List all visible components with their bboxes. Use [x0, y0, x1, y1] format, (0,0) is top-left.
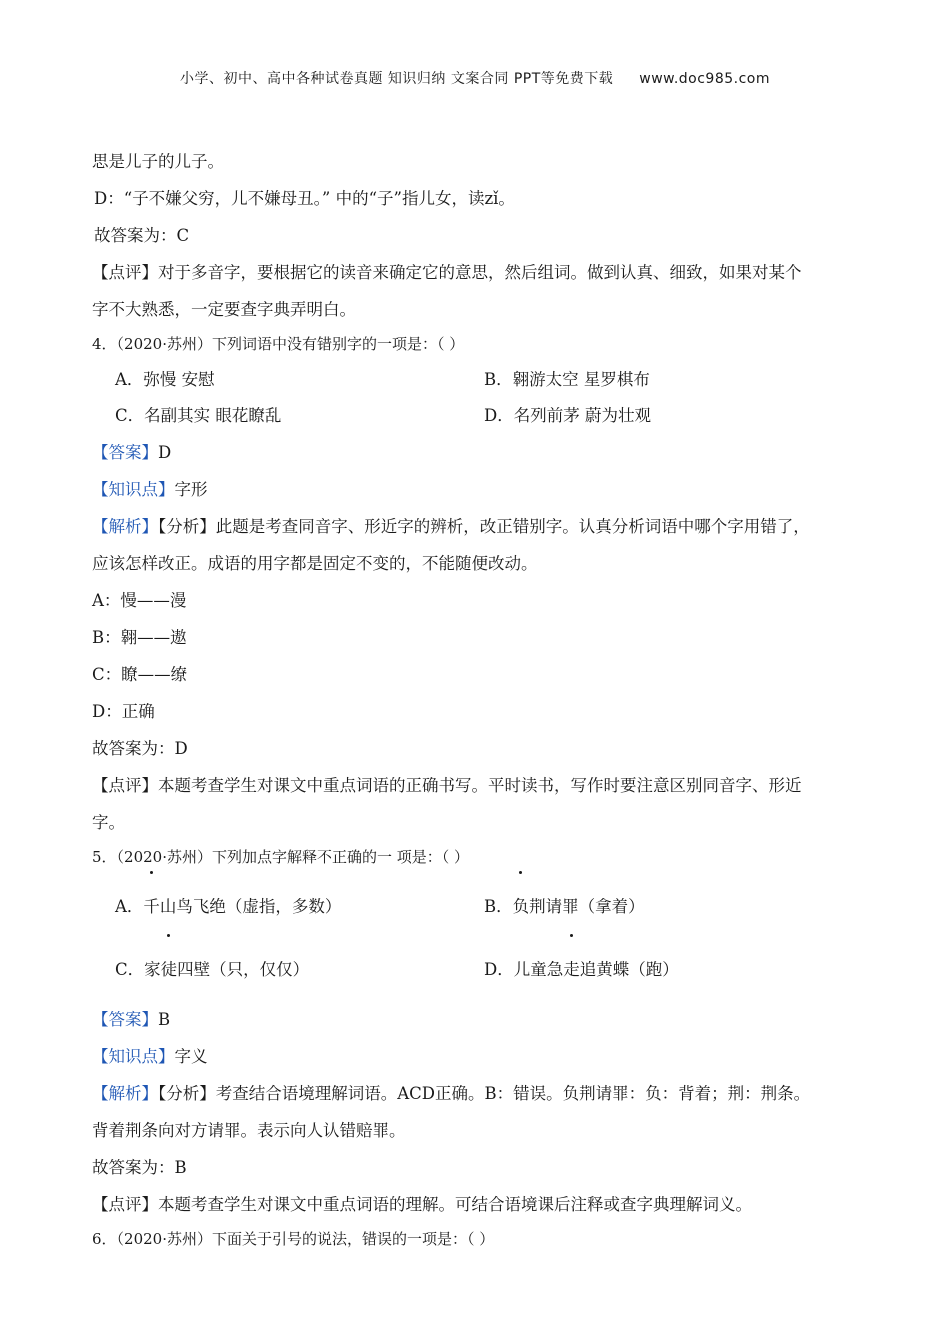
review-tag: 【点评】 [92, 263, 158, 282]
page-header [0, 68, 950, 88]
prev-line-3: 故答案为：C [94, 226, 190, 245]
q5-options [115, 875, 862, 1001]
kp-tag: 【知识点】 [92, 480, 175, 499]
q5-analysis-cont: 背着荆条向对方请罪。表示向人认错赔罪。 [92, 1121, 406, 1140]
q4-final: 故答案为：D [92, 739, 188, 758]
q5-final: 故答案为：B [92, 1158, 187, 1177]
q5-knowledge-point: 【知识点】字义 [92, 1047, 208, 1066]
q4-fix-d: D：正确 [92, 702, 155, 721]
answer-tag: 【答案】 [92, 1010, 158, 1029]
q4-option-c: C．名副其实 眼花瞭乱 [115, 406, 282, 425]
q4-options [115, 362, 862, 434]
q4-fix-c: C：瞭——缭 [92, 665, 188, 684]
q4-analysis: 【解析】【分析】此题是考查同音字、形近字的辨析，改正错别字。认真分析词语中哪个字用错了， [92, 517, 810, 536]
document-body [92, 143, 862, 1257]
q4-fix-a: A：慢——漫 [92, 591, 187, 610]
q5-review: 【点评】本题考查学生对课文中重点词语的理解。可结合语境课后注释或查字典理解词义。 [92, 1195, 752, 1214]
review-tag: 【点评】 [92, 1195, 158, 1214]
emphasis-char: 徒 [161, 938, 178, 1001]
prev-review-cont: 字不大熟悉，一定要查字典弄明白。 [92, 300, 356, 319]
analysis-tag: 【解析】 [92, 517, 158, 536]
prev-line-1: 思是儿子的儿子。 [92, 152, 224, 171]
q5-answer: 【答案】B [92, 1010, 171, 1029]
header-url: www.doc985.com [639, 71, 771, 87]
q4-stem: 4．（2020·苏州）下列词语中没有错别字的一项是：（ ） [92, 335, 465, 353]
q5-option-c: C．家徒四壁（只，仅仅） [115, 938, 484, 1001]
q6-stem: 6．（2020·苏州）下面关于引号的说法，错误的一项是：（ ） [92, 1230, 495, 1248]
q4-knowledge-point: 【知识点】字形 [92, 480, 208, 499]
kp-tag: 【知识点】 [92, 1047, 175, 1066]
q4-option-a: A．弥慢 安慰 [115, 370, 215, 389]
analysis-tag: 【解析】 [92, 1084, 158, 1103]
q5-option-b: B．负荆请罪（拿着） [484, 875, 864, 938]
q4-analysis-cont: 应该怎样改正。成语的用字都是固定不变的，不能随便改动。 [92, 554, 538, 573]
q5-analysis: 【解析】【分析】考查结合语境理解词语。ACD正确。B：错误。负荆请罪：负：背着；荆：荆条。 [92, 1084, 811, 1103]
q5-option-a: A．千山鸟飞绝（虚指，多数） [115, 875, 484, 938]
q4-fix-b: B：翱——遨 [92, 628, 187, 647]
q4-option-b: B．翱游太空 星罗棋布 [484, 370, 650, 389]
q4-option-d: D．名列前茅 蔚为壮观 [484, 406, 651, 425]
answer-tag: 【答案】 [92, 443, 158, 462]
prev-review: 【点评】对于多音字，要根据它的读音来确定它的意思，然后组词。做到认真、细致，如果对某个 [92, 263, 802, 282]
emphasis-char: 负 [513, 875, 530, 938]
q4-answer: 【答案】D [92, 443, 172, 462]
q5-option-d: D．儿童急走追黄蝶（跑） [484, 938, 864, 1001]
prev-line-2: D：“子不嫌父穷，儿不嫌母丑。” 中的“子”指儿女，读zǐ。 [94, 189, 515, 208]
header-text: 小学、初中、高中各种试卷真题 知识归纳 文案合同 PPT等免费下载 [179, 71, 614, 87]
emphasis-char: 千 [143, 875, 160, 938]
q4-review: 【点评】本题考查学生对课文中重点词语的正确书写。平时读书，写作时要注意区别同音字、形近 [92, 776, 802, 795]
q4-review-cont: 字。 [92, 813, 125, 832]
review-tag: 【点评】 [92, 776, 158, 795]
q5-stem: 5．（2020·苏州）下列加点字解释不正确的一 项是：（ ） [92, 848, 470, 866]
emphasis-char: 走 [563, 938, 580, 1001]
